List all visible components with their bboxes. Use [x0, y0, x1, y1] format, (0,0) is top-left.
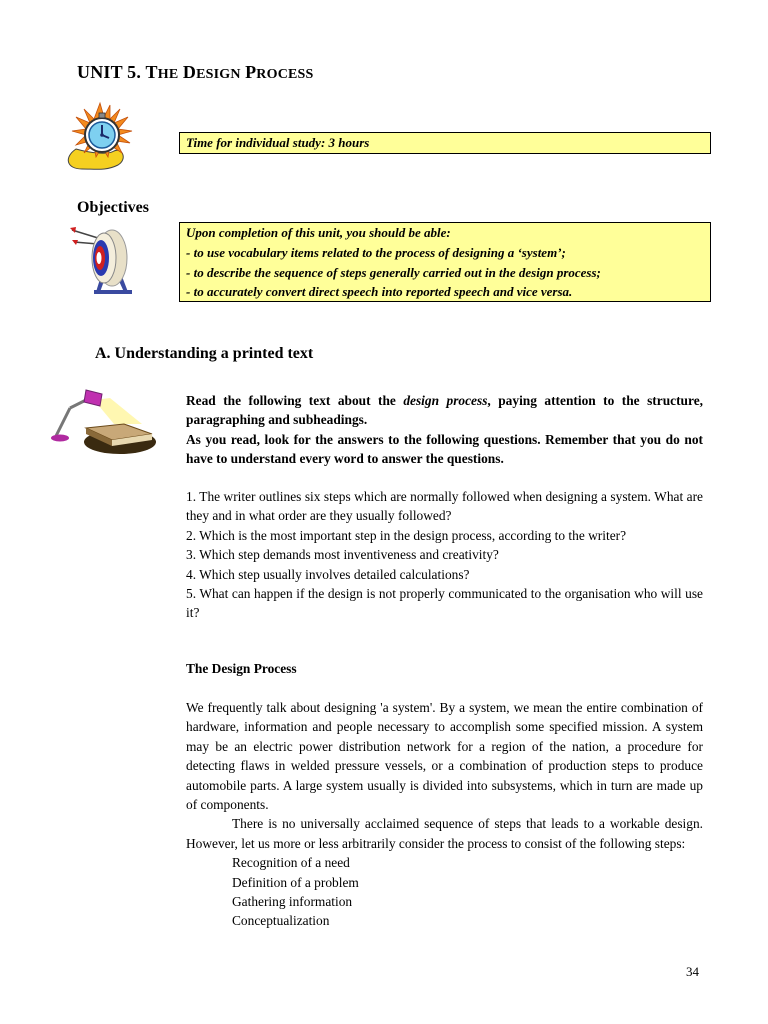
article-heading: The Design Process: [186, 661, 297, 676]
article-paragraph: There is no universally acclaimed sequence of steps that leads to a workable design. However, let us more or less arbitrarily consider the process to consist of the following steps:: [186, 816, 703, 851]
lamp-book-icon: [50, 388, 158, 458]
unit-title: UNIT 5. THE DESIGN PROCESS: [77, 62, 314, 82]
article-body: [186, 698, 703, 931]
objectives-box: [179, 222, 711, 302]
question-item: 1. The writer outlines six steps which are normally followed when designing a system. What are they and in what order are they usually followed?: [186, 489, 703, 524]
question-item: 3. Which step demands most inventiveness and creativity?: [186, 547, 499, 563]
questions-list: [186, 487, 703, 623]
question-item: 2. Which is the most important step in the design process, according to the writer?: [186, 527, 627, 543]
design-step: Recognition of a need: [232, 855, 350, 871]
study-time-box: [179, 132, 711, 154]
objectives-line: - to use vocabulary items related to the process of designing a ‘system’;: [186, 244, 566, 260]
stopwatch-icon: [62, 101, 134, 173]
design-step: Definition of a problem: [232, 874, 359, 890]
page-number: 34: [686, 964, 699, 979]
article-paragraph: We frequently talk about designing 'a system'. By a system, we mean the entire combination of hardware, information and people necessary to accomplish some specified mission. A system may be an electric power distribution network for a region of the nation, a procedure for detecting flaws in welded pressure vessels, or a combination of production steps to produce automobile parts. A large system usually is divided into subsystems, which in turn are made up of components.: [186, 700, 703, 813]
objectives-line: - to accurately convert direct speech into reported speech and vice versa.: [186, 284, 573, 300]
study-time-text: Time for individual study: 3 hours: [186, 135, 370, 150]
question-item: 5. What can happen if the design is not properly communicated to the organisation who will use it?: [186, 586, 703, 621]
reading-instructions: [186, 391, 703, 469]
design-step: Conceptualization: [232, 913, 330, 929]
instruction-paragraph: As you read, look for the answers to the following questions. Remember that you do not have to understand every word to answer the questions.: [186, 431, 703, 467]
objectives-line: Upon completion of this unit, you should be able:: [186, 225, 451, 240]
question-item: 4. Which step usually involves detailed calculations?: [186, 566, 470, 582]
objectives-heading: Objectives: [77, 199, 149, 216]
objectives-line: - to describe the sequence of steps generally carried out in the design process;: [186, 264, 601, 280]
target-icon: [68, 222, 140, 298]
design-step: Gathering information: [232, 894, 353, 910]
section-a-heading: A. Understanding a printed text: [95, 345, 314, 362]
instruction-paragraph: Read the following text about the design process, paying attention to the structure, paragraphing and subheadings.: [186, 393, 703, 428]
